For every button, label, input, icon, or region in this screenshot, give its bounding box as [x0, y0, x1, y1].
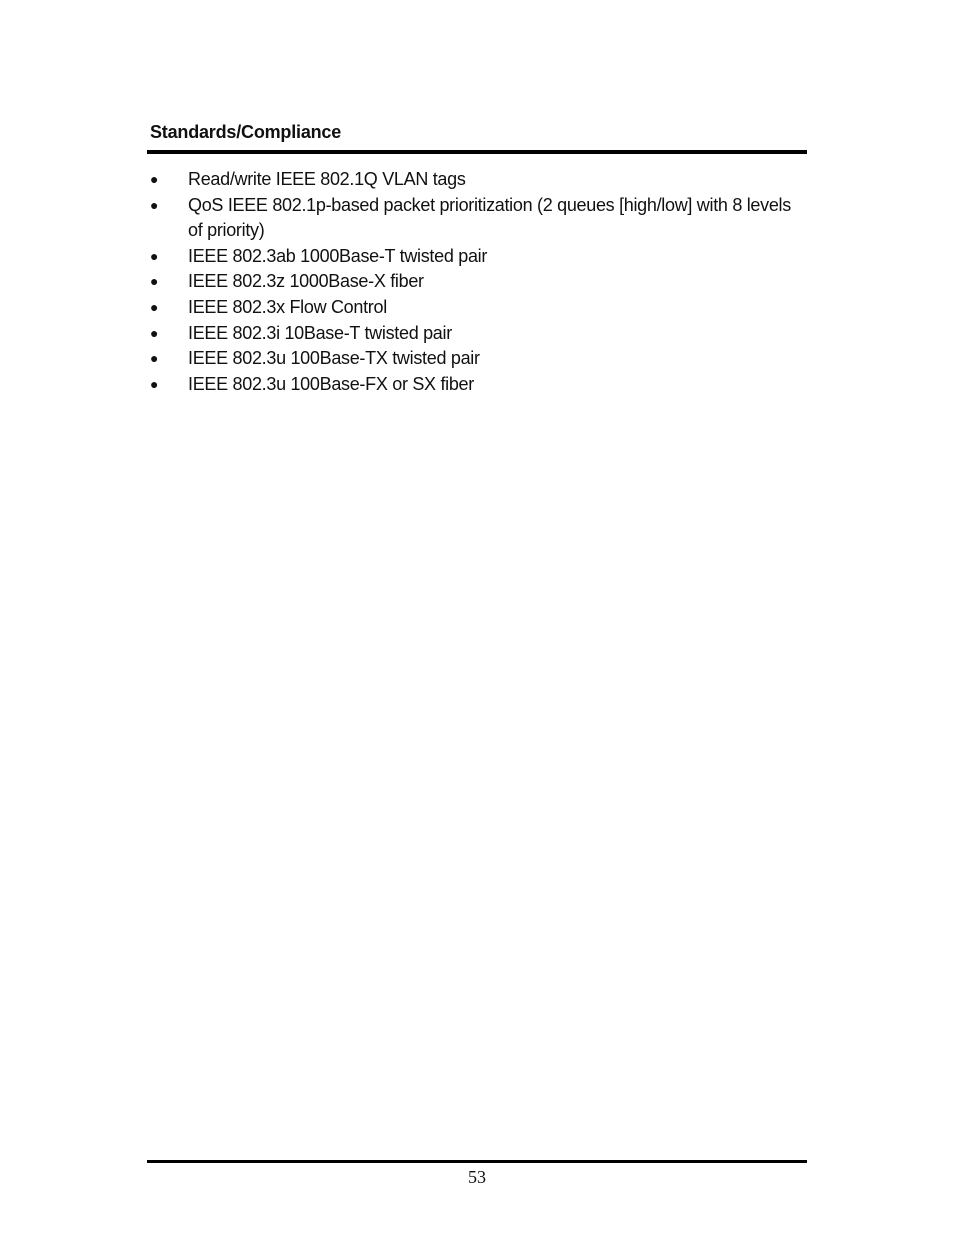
list-item — [147, 295, 797, 321]
list-item-text: IEEE 802.3u 100Base-TX twisted pair — [188, 348, 480, 369]
bullet-icon: ● — [150, 324, 159, 341]
list-item — [147, 321, 797, 347]
bullet-icon: ● — [150, 247, 159, 264]
list-item — [147, 372, 797, 398]
bullet-icon: ● — [150, 375, 159, 392]
bullet-icon: ● — [150, 171, 159, 187]
bullet-icon: ● — [150, 273, 159, 290]
list-item-text: IEEE 802.3z 1000Base-X fiber — [188, 271, 424, 292]
bullet-icon: ● — [150, 298, 159, 315]
list-item — [147, 346, 797, 372]
bullet-icon: ● — [150, 350, 159, 367]
page-number: 53 — [468, 1167, 486, 1187]
list-item-text: Read/write IEEE 802.1Q VLAN tags — [188, 169, 466, 189]
footer-divider — [147, 1160, 807, 1163]
list-item-text: IEEE 802.3i 10Base-T twisted pair — [188, 322, 452, 343]
heading-divider — [147, 150, 807, 154]
bullet-icon: ● — [150, 196, 159, 213]
list-item-text: IEEE 802.3u 100Base-FX or SX fiber — [188, 373, 474, 394]
list-item — [147, 167, 797, 193]
list-item — [147, 269, 797, 295]
list-item-text: IEEE 802.3ab 1000Base-T twisted pair — [188, 245, 488, 266]
list-item — [147, 244, 797, 270]
list-item — [147, 193, 797, 244]
list-item-text: QoS IEEE 802.1p-based packet prioritization (2 queues [high/low] with 8 levels of priority) — [188, 194, 791, 241]
list-item-text: IEEE 802.3x Flow Control — [188, 296, 387, 317]
section-heading: Standards/Compliance — [150, 122, 342, 142]
standards-list — [147, 167, 797, 397]
